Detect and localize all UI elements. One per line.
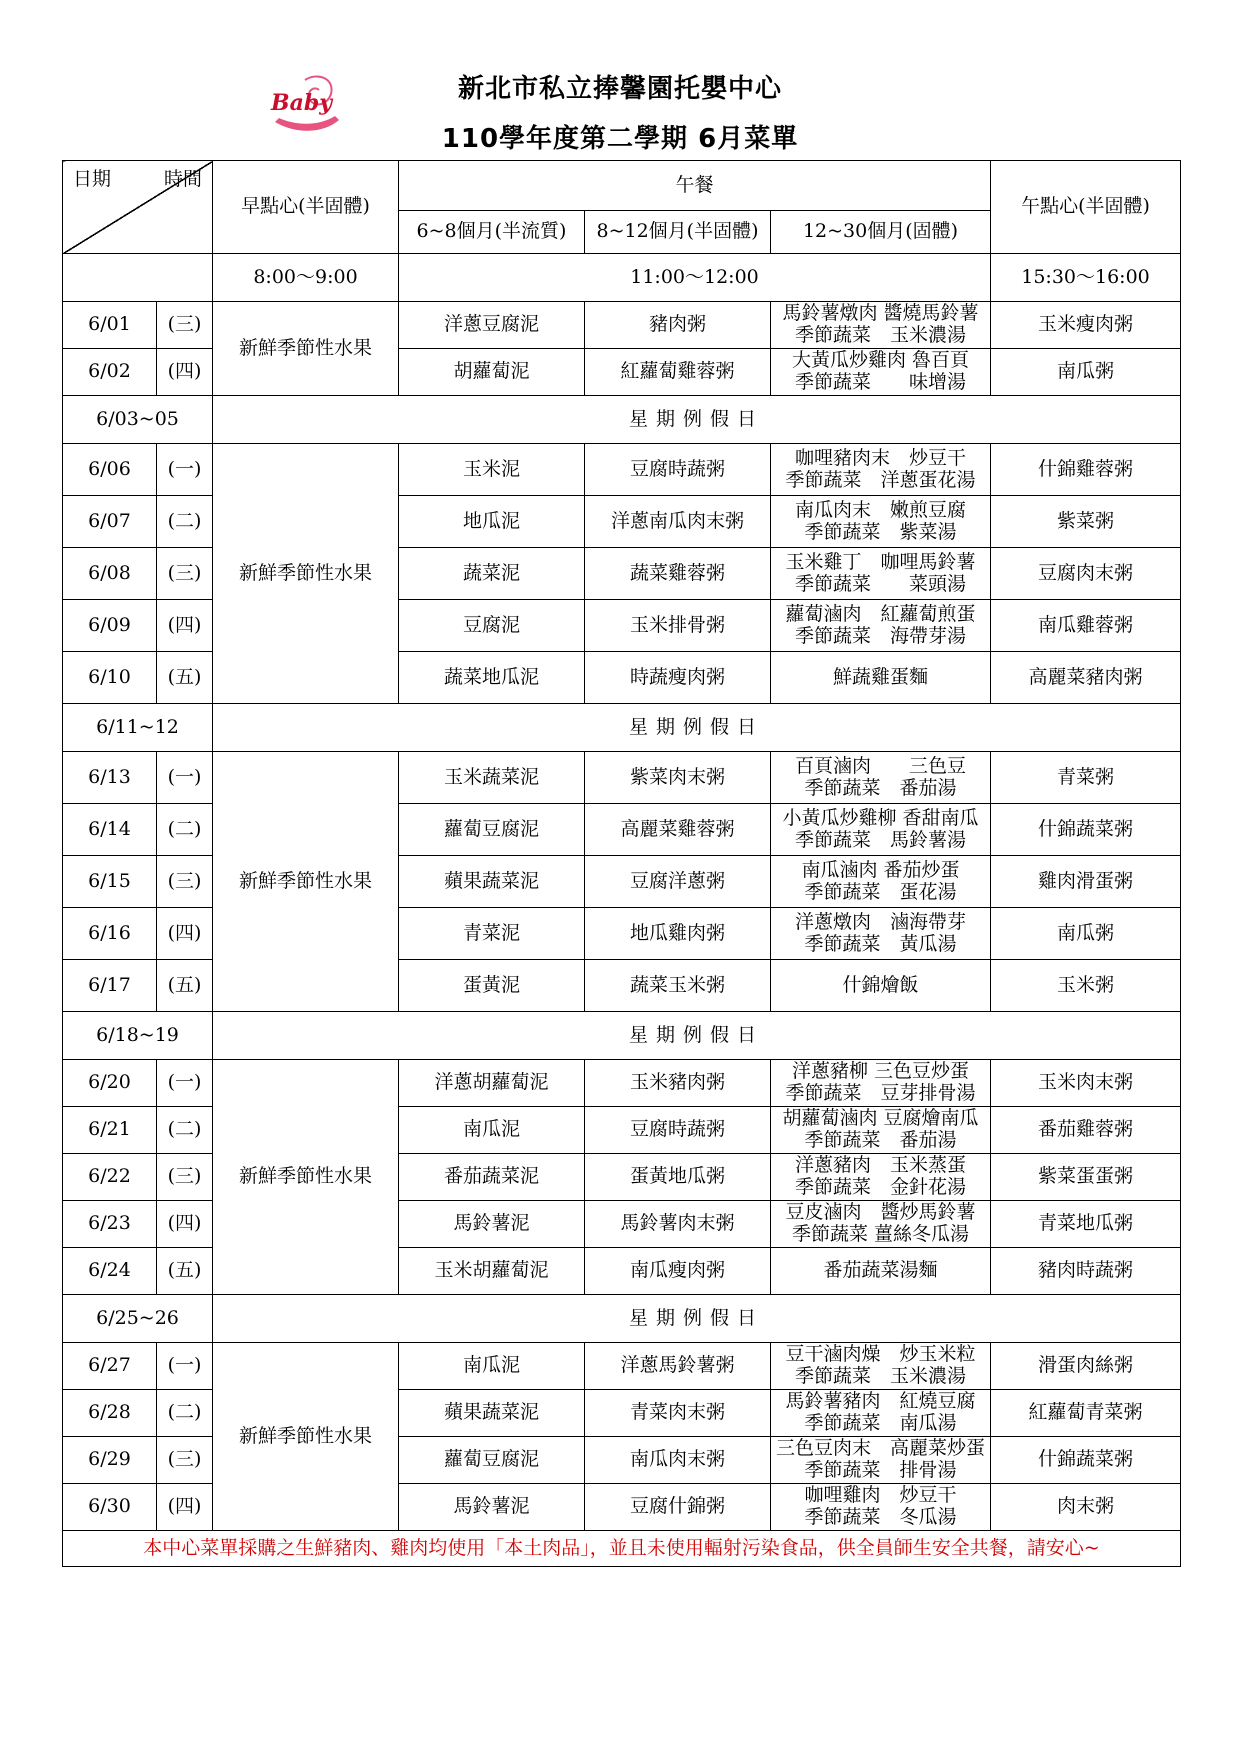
lunch-12-30-month	[771, 548, 991, 600]
lunch-6-8-month: 蔬菜地瓜泥	[399, 652, 585, 704]
day-date: 6/02	[63, 349, 157, 396]
day-of-week: (五)	[157, 960, 213, 1012]
afternoon-snack: 青菜粥	[991, 752, 1181, 804]
day-date: 6/17	[63, 960, 157, 1012]
lunch-header: 午餐	[399, 161, 991, 211]
dish-line-1: 百頁滷肉 三色豆	[795, 754, 967, 777]
afternoon-snack: 高麗菜豬肉粥	[991, 652, 1181, 704]
day-of-week: (二)	[157, 1390, 213, 1437]
afternoon-snack: 什錦雞蓉粥	[991, 444, 1181, 496]
lunch-8-12-month: 豆腐什錦粥	[585, 1484, 771, 1531]
afternoon-snack: 什錦蔬菜粥	[991, 804, 1181, 856]
lunch-6-8-month: 南瓜泥	[399, 1343, 585, 1390]
dish-line-2: 季節蔬菜 黃瓜湯	[804, 932, 957, 955]
lunch-8-12-month: 蛋黃地瓜粥	[585, 1154, 771, 1201]
dish-line-1: 蘿蔔滷肉 紅蘿蔔煎蛋	[785, 602, 976, 625]
lunch-8-12-month: 馬鈴薯肉末粥	[585, 1201, 771, 1248]
lunch-6-8-month: 番茄蔬菜泥	[399, 1154, 585, 1201]
dish-line-1: 洋蔥燉肉 滷海帶芽	[795, 910, 967, 933]
lunch-time: 11:00～12:00	[399, 254, 991, 302]
menu-row	[63, 444, 1181, 496]
lunch-12-30-month	[771, 496, 991, 548]
lunch-12-30-month	[771, 302, 991, 349]
dish-line-2: 季節蔬菜 金針花湯	[795, 1176, 967, 1198]
holiday-label: 星期例假日	[213, 1012, 1181, 1060]
lunch-8-12-month: 玉米豬肉粥	[585, 1060, 771, 1107]
lunch-12-30-month	[771, 1060, 991, 1107]
day-date: 6/16	[63, 908, 157, 960]
age-6-8-header: 6~8個月(半流質)	[399, 211, 585, 254]
dish-line-1: 三色豆肉末 高麗菜炒蛋	[776, 1437, 986, 1460]
day-date: 6/30	[63, 1484, 157, 1531]
day-date: 6/07	[63, 496, 157, 548]
lunch-6-8-month: 洋蔥胡蘿蔔泥	[399, 1060, 585, 1107]
dish-line-2: 季節蔬菜 蛋花湯	[804, 880, 957, 903]
day-of-week: (五)	[157, 652, 213, 704]
afternoon-snack: 滑蛋肉絲粥	[991, 1343, 1181, 1390]
afternoon-snack: 豬肉時蔬粥	[991, 1248, 1181, 1295]
dish-line-1: 南瓜肉末 嫩煎豆腐	[795, 498, 967, 521]
menu-title: 110學年度第二學期 6月菜單	[441, 124, 799, 154]
menu-row	[63, 1343, 1181, 1390]
day-of-week: (四)	[157, 349, 213, 396]
dish-line-2: 季節蔬菜 味增湯	[795, 371, 967, 393]
day-of-week: (四)	[157, 1201, 213, 1248]
afternoon-snack: 豆腐肉末粥	[991, 548, 1181, 600]
dish-line-1: 馬鈴薯豬肉 紅燒豆腐	[785, 1390, 976, 1413]
dish-line-1: 南瓜滷肉 番茄炒蛋	[801, 858, 960, 881]
afternoon-snack: 玉米瘦肉粥	[991, 302, 1181, 349]
breakfast-fruit: 新鮮季節性水果	[213, 1343, 399, 1531]
day-of-week: (三)	[157, 1154, 213, 1201]
day-of-week: (一)	[157, 444, 213, 496]
lunch-12-30-month	[771, 804, 991, 856]
afternoon-snack: 玉米肉末粥	[991, 1060, 1181, 1107]
lunch-8-12-month: 地瓜雞肉粥	[585, 908, 771, 960]
afternoon-snack: 青菜地瓜粥	[991, 1201, 1181, 1248]
afternoon-snack: 紫菜蛋蛋粥	[991, 1154, 1181, 1201]
day-date: 6/08	[63, 548, 157, 600]
lunch-12-30-month	[771, 752, 991, 804]
dish-line-2: 季節蔬菜 排骨湯	[804, 1459, 957, 1481]
age-12-30-header: 12~30個月(固體)	[771, 211, 991, 254]
footer-note: 本中心菜單採購之生鮮豬肉、雞肉均使用「本土肉品」，並且未使用輻射污染食品，供全員師生安全共餐，請安心~	[63, 1531, 1181, 1567]
lunch-6-8-month: 豆腐泥	[399, 600, 585, 652]
lunch-6-8-month: 蘋果蔬菜泥	[399, 856, 585, 908]
snack-time: 15:30～16:00	[991, 254, 1181, 302]
afternoon-snack: 南瓜雞蓉粥	[991, 600, 1181, 652]
lunch-12-30-month	[771, 444, 991, 496]
day-date: 6/14	[63, 804, 157, 856]
day-date: 6/09	[63, 600, 157, 652]
day-date: 6/24	[63, 1248, 157, 1295]
lunch-6-8-month: 馬鈴薯泥	[399, 1201, 585, 1248]
dish-line-2: 季節蔬菜 菜頭湯	[795, 572, 967, 595]
dish-line-1: 洋蔥豬肉 玉米蒸蛋	[795, 1154, 967, 1177]
lunch-6-8-month: 地瓜泥	[399, 496, 585, 548]
lunch-12-30-month	[771, 1107, 991, 1154]
lunch-8-12-month: 時蔬瘦肉粥	[585, 652, 771, 704]
lunch-6-8-month: 洋蔥豆腐泥	[399, 302, 585, 349]
lunch-6-8-month: 蔬菜泥	[399, 548, 585, 600]
breakfast-header: 早點心(半固體)	[213, 161, 399, 254]
afternoon-snack: 紅蘿蔔青菜粥	[991, 1390, 1181, 1437]
day-date: 6/15	[63, 856, 157, 908]
dish-line-2: 季節蔬菜 番茄湯	[804, 1129, 957, 1151]
lunch-8-12-month: 玉米排骨粥	[585, 600, 771, 652]
dish-line-2: 季節蔬菜 南瓜湯	[804, 1412, 957, 1434]
lunch-6-8-month: 玉米胡蘿蔔泥	[399, 1248, 585, 1295]
dish-line-2: 季節蔬菜 薑絲冬瓜湯	[791, 1223, 970, 1245]
afternoon-snack: 玉米粥	[991, 960, 1181, 1012]
breakfast-fruit: 新鮮季節性水果	[213, 1060, 399, 1295]
lunch-8-12-month: 南瓜肉末粥	[585, 1437, 771, 1484]
dish-line-2: 季節蔬菜 番茄湯	[804, 776, 957, 799]
lunch-8-12-month: 豆腐時蔬粥	[585, 444, 771, 496]
afternoon-snack: 番茄雞蓉粥	[991, 1107, 1181, 1154]
lunch-12-30-month	[771, 1343, 991, 1390]
lunch-12-30-month	[771, 1154, 991, 1201]
day-of-week: (三)	[157, 856, 213, 908]
lunch-8-12-month: 蔬菜雞蓉粥	[585, 548, 771, 600]
dish-line-2: 季節蔬菜 紫菜湯	[804, 520, 957, 543]
lunch-6-8-month: 蛋黃泥	[399, 960, 585, 1012]
breakfast-time: 8:00～9:00	[213, 254, 399, 302]
lunch-8-12-month: 洋蔥馬鈴薯粥	[585, 1343, 771, 1390]
lunch-8-12-month: 蔬菜玉米粥	[585, 960, 771, 1012]
lunch-8-12-month: 豆腐洋蔥粥	[585, 856, 771, 908]
lunch-6-8-month: 馬鈴薯泥	[399, 1484, 585, 1531]
day-of-week: (三)	[157, 302, 213, 349]
lunch-6-8-month: 青菜泥	[399, 908, 585, 960]
time-spacer	[63, 254, 213, 302]
lunch-6-8-month: 玉米蔬菜泥	[399, 752, 585, 804]
dish-line-1: 小黃瓜炒雞柳 香甜南瓜	[782, 806, 979, 829]
day-of-week: (一)	[157, 1343, 213, 1390]
dish-line-2: 季節蔬菜 玉米濃湯	[795, 1365, 967, 1387]
day-date: 6/21	[63, 1107, 157, 1154]
day-of-week: (二)	[157, 804, 213, 856]
day-of-week: (一)	[157, 1060, 213, 1107]
dish-line-1: 胡蘿蔔滷肉 豆腐燴南瓜	[782, 1107, 979, 1130]
day-date: 6/20	[63, 1060, 157, 1107]
menu-row	[63, 302, 1181, 349]
lunch-6-8-month: 南瓜泥	[399, 1107, 585, 1154]
dish-line-1: 大黃瓜炒雞肉 魯百頁	[791, 349, 970, 372]
afternoon-snack: 雞肉滑蛋粥	[991, 856, 1181, 908]
dish-line-2: 季節蔬菜 洋蔥蛋花湯	[785, 468, 976, 491]
afternoon-snack: 肉末粥	[991, 1484, 1181, 1531]
day-of-week: (一)	[157, 752, 213, 804]
breakfast-fruit: 新鮮季節性水果	[213, 444, 399, 704]
day-date: 6/10	[63, 652, 157, 704]
holiday-date-range: 6/18~19	[63, 1012, 213, 1060]
breakfast-fruit: 新鮮季節性水果	[213, 752, 399, 1012]
day-of-week: (二)	[157, 1107, 213, 1154]
lunch-8-12-month: 紅蘿蔔雞蓉粥	[585, 349, 771, 396]
holiday-date-range: 6/25~26	[63, 1295, 213, 1343]
dish-line-2: 季節蔬菜 馬鈴薯湯	[795, 828, 967, 851]
lunch-12-30-month	[771, 908, 991, 960]
day-of-week: (四)	[157, 908, 213, 960]
lunch-12-30-month	[771, 856, 991, 908]
day-date: 6/06	[63, 444, 157, 496]
time-header: 時間	[163, 168, 202, 191]
svg-text:Baby: Baby	[271, 90, 333, 116]
afternoon-snack: 紫菜粥	[991, 496, 1181, 548]
day-date: 6/01	[63, 302, 157, 349]
dish-line-1: 馬鈴薯燉肉 醬燒馬鈴薯	[782, 302, 979, 325]
holiday-date-range: 6/11~12	[63, 704, 213, 752]
day-date: 6/27	[63, 1343, 157, 1390]
age-8-12-header: 8~12個月(半固體)	[585, 211, 771, 254]
day-of-week: (五)	[157, 1248, 213, 1295]
menu-row	[63, 752, 1181, 804]
snack-header: 午點心(半固體)	[991, 161, 1181, 254]
lunch-8-12-month: 南瓜瘦肉粥	[585, 1248, 771, 1295]
dish-line-1: 豆皮滷肉 醬炒馬鈴薯	[785, 1201, 976, 1224]
lunch-6-8-month: 蘿蔔豆腐泥	[399, 804, 585, 856]
afternoon-snack: 什錦蔬菜粥	[991, 1437, 1181, 1484]
dish-line-1: 咖哩雞肉 炒豆干	[804, 1484, 957, 1507]
lunch-6-8-month: 蘋果蔬菜泥	[399, 1390, 585, 1437]
lunch-8-12-month: 豬肉粥	[585, 302, 771, 349]
holiday-label: 星期例假日	[213, 1295, 1181, 1343]
date-time-header	[63, 161, 213, 254]
day-date: 6/29	[63, 1437, 157, 1484]
day-of-week: (四)	[157, 600, 213, 652]
lunch-12-30-month: 鮮蔬雞蛋麵	[771, 652, 991, 704]
day-of-week: (三)	[157, 548, 213, 600]
day-date: 6/23	[63, 1201, 157, 1248]
day-of-week: (三)	[157, 1437, 213, 1484]
lunch-12-30-month	[771, 600, 991, 652]
dish-line-1: 洋蔥豬柳 三色豆炒蛋	[791, 1060, 970, 1083]
holiday-date-range: 6/03~05	[63, 396, 213, 444]
lunch-12-30-month	[771, 349, 991, 396]
menu-table	[62, 160, 1181, 1567]
breakfast-fruit: 新鮮季節性水果	[213, 302, 399, 396]
menu-row	[63, 1060, 1181, 1107]
holiday-label: 星期例假日	[213, 396, 1181, 444]
date-header: 日期	[73, 168, 112, 191]
school-name: 新北市私立捧馨園托嬰中心	[457, 74, 782, 104]
day-of-week: (四)	[157, 1484, 213, 1531]
lunch-6-8-month: 玉米泥	[399, 444, 585, 496]
lunch-8-12-month: 豆腐時蔬粥	[585, 1107, 771, 1154]
lunch-12-30-month	[771, 1201, 991, 1248]
dish-line-2: 季節蔬菜 玉米濃湯	[795, 324, 967, 346]
dish-line-2: 季節蔬菜 海帶芽湯	[795, 624, 967, 647]
day-of-week: (二)	[157, 496, 213, 548]
afternoon-snack: 南瓜粥	[991, 908, 1181, 960]
lunch-12-30-month: 什錦燴飯	[771, 960, 991, 1012]
dish-line-1: 咖哩豬肉末 炒豆干	[795, 446, 967, 469]
lunch-12-30-month: 番茄蔬菜湯麵	[771, 1248, 991, 1295]
lunch-8-12-month: 紫菜肉末粥	[585, 752, 771, 804]
lunch-12-30-month	[771, 1484, 991, 1531]
afternoon-snack: 南瓜粥	[991, 349, 1181, 396]
dish-line-2: 季節蔬菜 豆芽排骨湯	[785, 1082, 976, 1104]
lunch-8-12-month: 高麗菜雞蓉粥	[585, 804, 771, 856]
lunch-8-12-month: 洋蔥南瓜肉末粥	[585, 496, 771, 548]
lunch-8-12-month: 青菜肉末粥	[585, 1390, 771, 1437]
lunch-6-8-month: 胡蘿蔔泥	[399, 349, 585, 396]
day-date: 6/28	[63, 1390, 157, 1437]
lunch-12-30-month	[771, 1437, 991, 1484]
day-date: 6/22	[63, 1154, 157, 1201]
lunch-6-8-month: 蘿蔔豆腐泥	[399, 1437, 585, 1484]
holiday-label: 星期例假日	[213, 704, 1181, 752]
dish-line-2: 季節蔬菜 冬瓜湯	[804, 1506, 957, 1528]
lunch-12-30-month	[771, 1390, 991, 1437]
day-date: 6/13	[63, 752, 157, 804]
dish-line-1: 豆干滷肉燥 炒玉米粒	[785, 1343, 976, 1366]
dish-line-1: 玉米雞丁 咖哩馬鈴薯	[785, 550, 976, 573]
